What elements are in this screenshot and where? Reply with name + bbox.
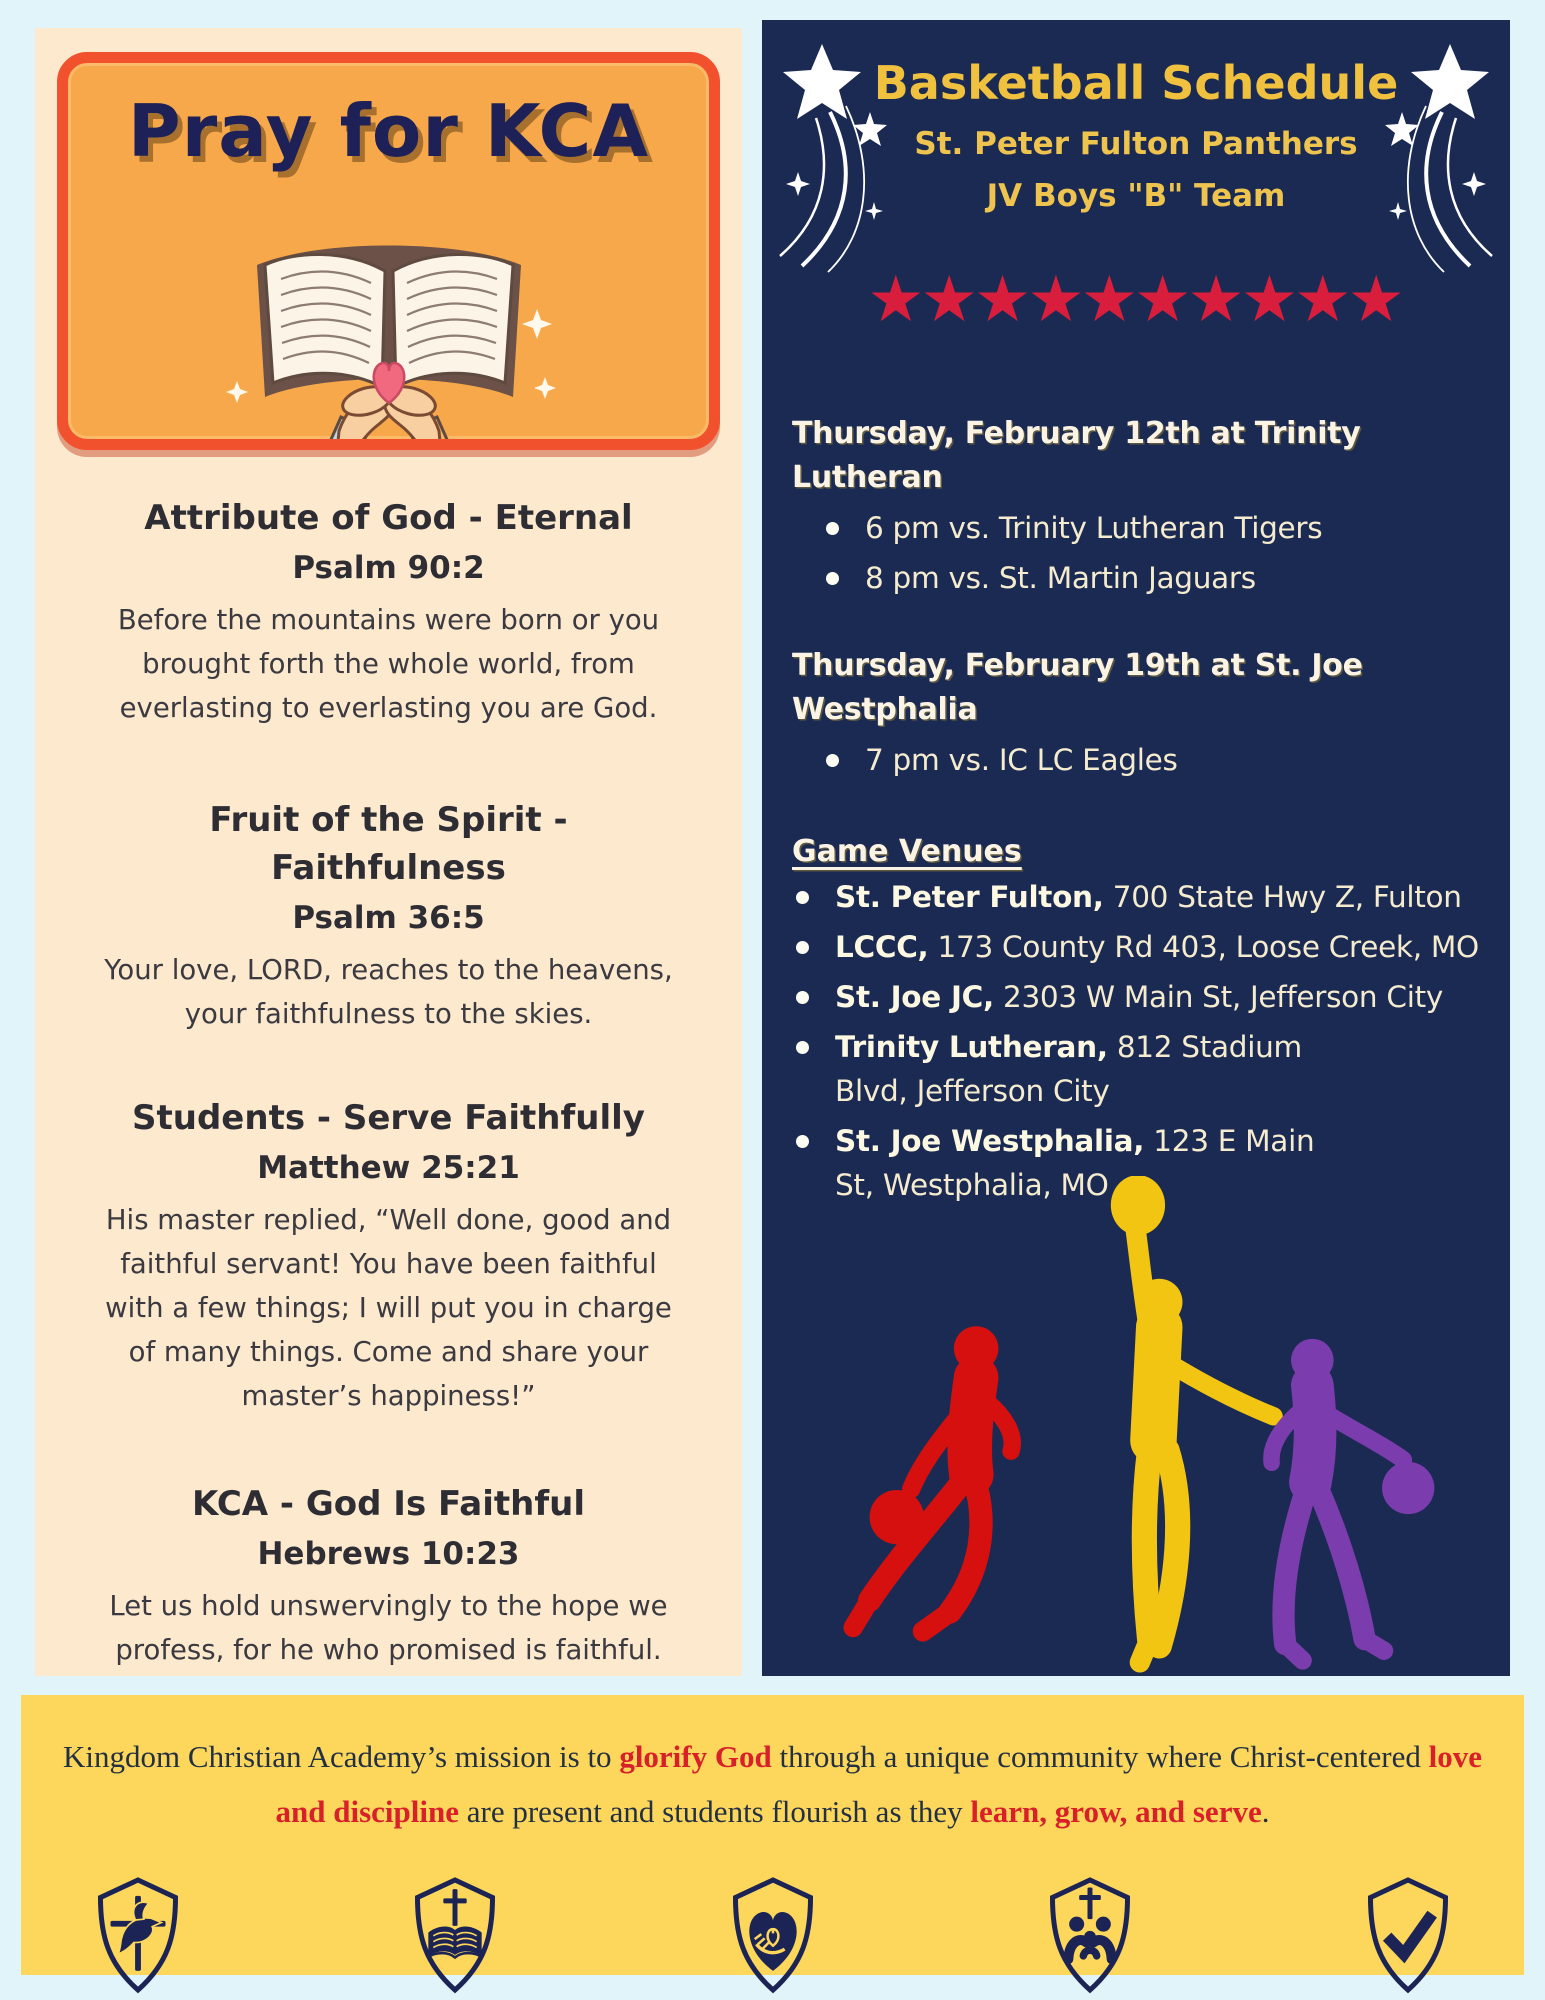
star-icon	[1241, 270, 1298, 330]
checkmark-shield-icon	[1358, 1865, 1458, 2000]
bullet-icon	[796, 991, 809, 1004]
mission-accent: love and discipline	[275, 1739, 1482, 1829]
game-date-heading: Thursday, February 12th at Trinity Lutheran	[792, 416, 1361, 495]
yellow-player-silhouette	[1136, 1232, 1274, 1662]
star-icon	[1134, 270, 1191, 330]
mission-text: are present and students flourish as they	[459, 1794, 971, 1829]
bullet-icon	[826, 572, 839, 585]
section-heading: KCA - God Is Faithful	[192, 1484, 585, 1524]
bible-cross-shield-icon	[405, 1865, 505, 2000]
pray-for-kca-card	[57, 52, 720, 450]
game-items	[792, 738, 1480, 782]
venue-text	[835, 925, 1479, 969]
prayer-section	[35, 1480, 742, 1672]
venue-name: St. Peter Fulton,	[835, 880, 1104, 914]
venue-item	[796, 875, 1484, 919]
venues-heading: Game Venues	[792, 834, 1022, 869]
prayer-section	[35, 1094, 742, 1418]
basketball-icon	[870, 1490, 924, 1544]
schedule-squad: JV Boys "B" Team	[986, 178, 1286, 214]
star-icon	[921, 270, 978, 330]
section-verse: Hebrews 10:23	[257, 1536, 520, 1572]
sparkle-icon	[226, 381, 248, 403]
mission-text: through a unique community where Christ-centered	[771, 1739, 1429, 1774]
purple-player-silhouette	[1271, 1339, 1403, 1661]
mission-accent: glorify God	[619, 1739, 772, 1774]
section-heading: Attribute of God - Eternal	[144, 498, 633, 538]
mission-text: .	[1261, 1794, 1270, 1829]
venue-address: 812 Stadium Blvd, Jefferson City	[835, 1030, 1302, 1108]
heart-hands-shield-icon	[723, 1865, 823, 2000]
venue-address: 2303 W Main St, Jefferson City	[1002, 980, 1444, 1014]
star-icon	[1027, 270, 1084, 330]
schedule-title: Basketball Schedule	[873, 56, 1399, 110]
section-heading: Students - Serve Faithfully	[132, 1098, 645, 1138]
basketball-schedule-panel	[762, 20, 1510, 1676]
basketball-icon	[1382, 1462, 1434, 1514]
game-item	[826, 556, 1480, 600]
bullet-icon	[826, 522, 839, 535]
venue-text	[835, 875, 1462, 919]
mission-accent: learn, grow, and serve	[970, 1794, 1262, 1829]
game-item-text: 7 pm vs. IC LC Eagles	[865, 743, 1178, 777]
venues-list	[762, 875, 1510, 1207]
venue-item	[796, 975, 1484, 1019]
section-verse: Matthew 25:21	[257, 1150, 520, 1186]
section-verse: Psalm 36:5	[292, 900, 485, 936]
game-item	[826, 738, 1480, 782]
bullet-icon	[796, 891, 809, 904]
star-icon	[1081, 270, 1138, 330]
game-item	[826, 506, 1480, 550]
star-icon	[974, 270, 1031, 330]
hands-holding-book-illustration	[219, 221, 559, 450]
shooting-star-icon	[1352, 34, 1502, 274]
section-body: Before the mountains were born or you brought forth the whole world, from everlasting to everlasting you are God.	[117, 604, 660, 724]
bullet-icon	[826, 754, 839, 767]
mission-statement	[37, 1729, 1509, 1839]
venue-text	[835, 975, 1443, 1019]
section-body: His master replied, “Well done, good and faithful servant! You have been faithful with a few things; I will put you in charge of many things. Come and share your master’s happiness!”	[105, 1204, 672, 1412]
bullet-icon	[796, 1041, 809, 1054]
venue-name: LCCC,	[835, 930, 929, 964]
game-date-heading: Thursday, February 19th at St. Joe Westphalia	[792, 648, 1363, 727]
bullet-icon	[796, 941, 809, 954]
venue-item	[796, 1025, 1484, 1113]
section-body: Your love, LORD, reaches to the heavens, your faithfulness to the skies.	[104, 954, 673, 1030]
basketball-icon	[1111, 1176, 1165, 1235]
mission-text: Kingdom Christian Academy’s mission is to	[63, 1739, 620, 1774]
section-heading: Fruit of the Spirit - Faithfulness	[209, 800, 568, 888]
venue-name: St. Joe Westphalia,	[835, 1124, 1145, 1158]
shooting-star-icon	[770, 34, 920, 274]
venue-name: St. Joe JC,	[835, 980, 994, 1014]
prayer-section	[35, 494, 742, 730]
game-items	[792, 506, 1480, 600]
venue-text	[835, 1025, 1355, 1113]
sparkle-icon	[534, 377, 556, 399]
red-player-silhouette	[853, 1326, 1012, 1631]
basketball-players-illustration	[826, 1176, 1446, 1676]
venue-address: 173 County Rd 403, Loose Creek, MO	[937, 930, 1479, 964]
prayer-section	[35, 796, 742, 1036]
game-item-text: 8 pm vs. St. Martin Jaguars	[865, 561, 1256, 595]
games-list	[762, 412, 1510, 782]
family-cross-shield-icon	[1040, 1865, 1140, 2000]
star-row	[762, 270, 1510, 346]
sparkle-icon	[522, 309, 552, 339]
value-shields-row	[88, 1865, 1458, 2000]
bullet-icon	[796, 1135, 809, 1148]
star-icon	[1187, 270, 1244, 330]
venue-address: 123 E Main St, Westphalia, MO	[835, 1124, 1315, 1202]
venue-item	[796, 925, 1484, 969]
dove-cross-shield-icon	[88, 1865, 188, 2000]
mission-banner	[21, 1695, 1524, 1975]
star-icon	[867, 270, 924, 330]
star-icon	[1294, 270, 1351, 330]
venue-address: 700 State Hwy Z, Fulton	[1112, 880, 1462, 914]
pray-card-title: Pray for KCA	[127, 89, 650, 173]
section-verse: Psalm 90:2	[292, 550, 485, 586]
schedule-team: St. Peter Fulton Panthers	[914, 126, 1358, 162]
section-body: Let us hold unswervingly to the hope we profess, for he who promised is faithful.	[109, 1590, 668, 1666]
venue-name: Trinity Lutheran,	[835, 1030, 1108, 1064]
prayer-column	[35, 28, 742, 1676]
star-icon	[1348, 270, 1405, 330]
game-item-text: 6 pm vs. Trinity Lutheran Tigers	[865, 511, 1323, 545]
